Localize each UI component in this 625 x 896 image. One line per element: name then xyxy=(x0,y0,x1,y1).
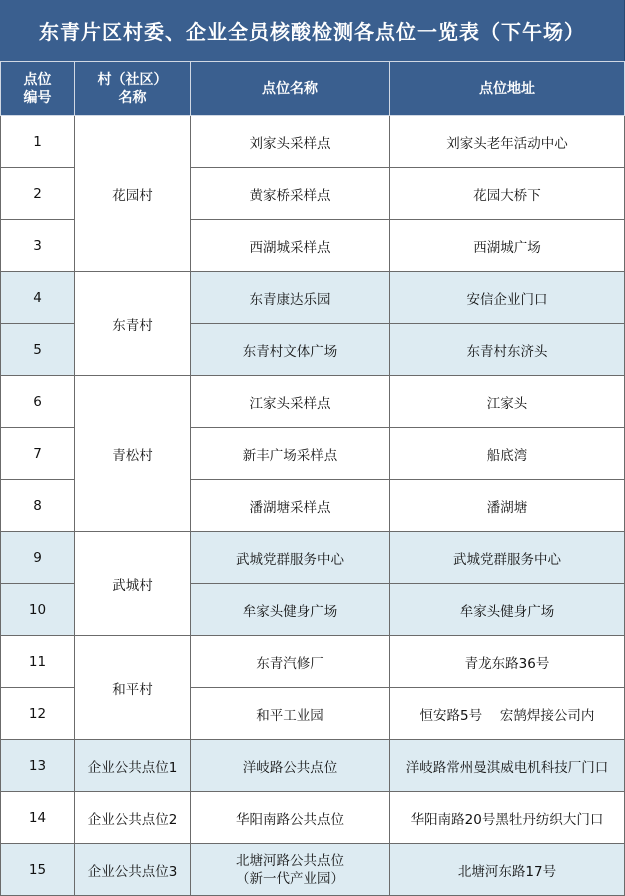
table-row xyxy=(1,376,625,428)
site-address: 武城党群服务中心 xyxy=(390,532,625,584)
site-name: 华阳南路公共点位 xyxy=(191,792,390,844)
header-site-number: 点位 编号 xyxy=(1,62,75,116)
table-row xyxy=(1,844,625,896)
site-number: 6 xyxy=(1,376,75,428)
site-table xyxy=(0,61,625,896)
site-number: 4 xyxy=(1,272,75,324)
site-address: 华阳南路20号黑牡丹纺织大门口 xyxy=(390,792,625,844)
site-name: 和平工业园 xyxy=(191,688,390,740)
site-name: 东青汽修厂 xyxy=(191,636,390,688)
site-address: 牟家头健身广场 xyxy=(390,584,625,636)
site-number: 5 xyxy=(1,324,75,376)
site-name-line1: 北塘河路公共点位 xyxy=(236,852,344,869)
site-address: 刘家头老年活动中心 xyxy=(390,116,625,168)
site-name: 东青康达乐园 xyxy=(191,272,390,324)
site-address: 花园大桥下 xyxy=(390,168,625,220)
village-name: 东青村 xyxy=(75,272,191,376)
table-row xyxy=(1,272,625,324)
site-address: 恒安路5号 宏鹄焊接公司内 xyxy=(390,688,625,740)
table-row xyxy=(1,636,625,688)
village-name: 武城村 xyxy=(75,532,191,636)
site-address: 东青村东济头 xyxy=(390,324,625,376)
site-address: 船底湾 xyxy=(390,428,625,480)
table-row xyxy=(1,740,625,792)
table-row xyxy=(1,532,625,584)
table-row xyxy=(1,792,625,844)
site-number: 14 xyxy=(1,792,75,844)
site-name-line2: （新一代产业园） xyxy=(236,870,344,887)
header-village-name: 村（社区） 名称 xyxy=(75,62,191,116)
site-address: 江家头 xyxy=(390,376,625,428)
site-number: 2 xyxy=(1,168,75,220)
site-number: 1 xyxy=(1,116,75,168)
site-name: 黄家桥采样点 xyxy=(191,168,390,220)
site-name: 江家头采样点 xyxy=(191,376,390,428)
village-name: 企业公共点位3 xyxy=(75,844,191,896)
site-name: 西湖城采样点 xyxy=(191,220,390,272)
site-number: 15 xyxy=(1,844,75,896)
site-address: 北塘河东路17号 xyxy=(390,844,625,896)
site-name: 东青村文体广场 xyxy=(191,324,390,376)
site-address: 潘湖塘 xyxy=(390,480,625,532)
site-number: 8 xyxy=(1,480,75,532)
site-number: 9 xyxy=(1,532,75,584)
site-number: 3 xyxy=(1,220,75,272)
site-number: 10 xyxy=(1,584,75,636)
village-name: 企业公共点位1 xyxy=(75,740,191,792)
site-name: 武城党群服务中心 xyxy=(191,532,390,584)
site-name: 牟家头健身广场 xyxy=(191,584,390,636)
sheet-title: 东青片区村委、企业全员核酸检测各点位一览表（下午场） xyxy=(0,0,625,61)
site-number: 12 xyxy=(1,688,75,740)
site-name: 新丰广场采样点 xyxy=(191,428,390,480)
site-number: 7 xyxy=(1,428,75,480)
village-name: 花园村 xyxy=(75,116,191,272)
site-address: 西湖城广场 xyxy=(390,220,625,272)
site-name: 洋岐路公共点位 xyxy=(191,740,390,792)
site-number: 11 xyxy=(1,636,75,688)
site-address: 安信企业门口 xyxy=(390,272,625,324)
header-row xyxy=(1,62,625,116)
site-address: 青龙东路36号 xyxy=(390,636,625,688)
site-name: 刘家头采样点 xyxy=(191,116,390,168)
village-name: 青松村 xyxy=(75,376,191,532)
header-site-name: 点位名称 xyxy=(191,62,390,116)
village-name: 和平村 xyxy=(75,636,191,740)
site-number: 13 xyxy=(1,740,75,792)
site-address: 洋岐路常州曼淇威电机科技厂门口 xyxy=(390,740,625,792)
site-name xyxy=(191,844,390,896)
site-name: 潘湖塘采样点 xyxy=(191,480,390,532)
table-row xyxy=(1,116,625,168)
header-site-address: 点位地址 xyxy=(390,62,625,116)
village-name: 企业公共点位2 xyxy=(75,792,191,844)
